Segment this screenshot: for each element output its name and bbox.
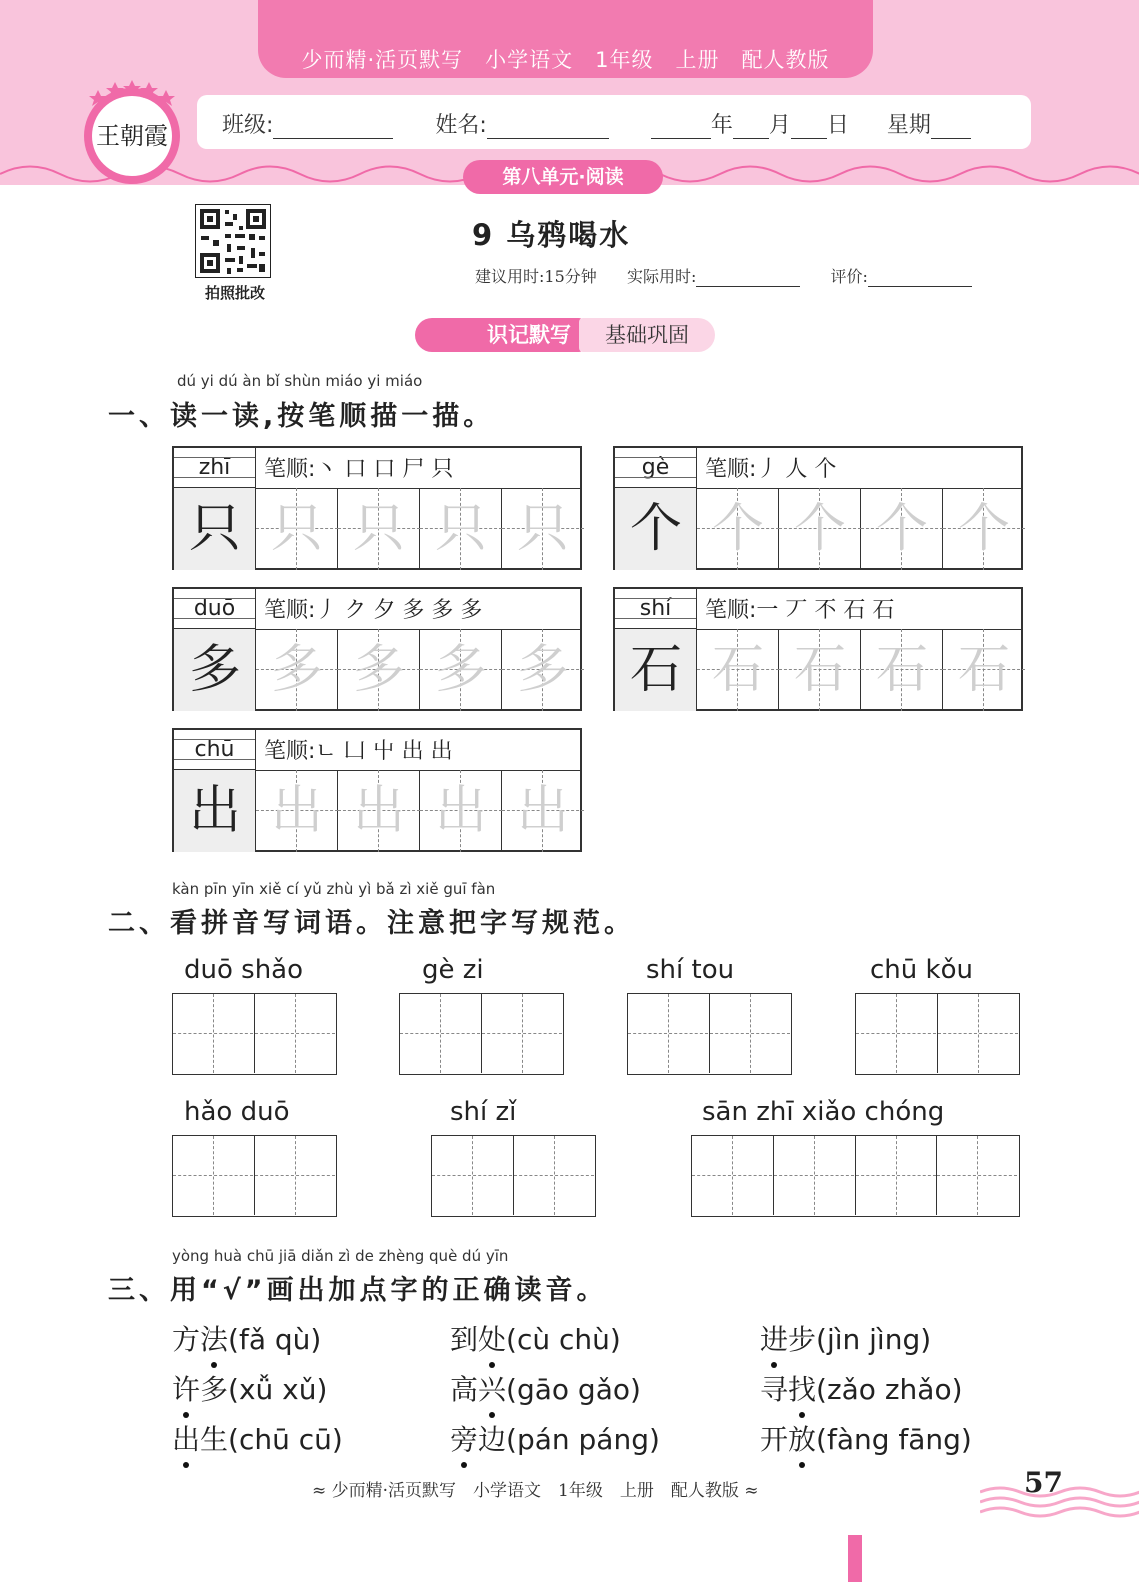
stroke-practice-box — [613, 587, 1023, 711]
month-field[interactable] — [733, 116, 769, 139]
writing-cell[interactable] — [432, 1136, 514, 1215]
evaluation-field[interactable] — [868, 268, 972, 287]
evaluation-label: 评价: — [830, 267, 868, 286]
writing-cell[interactable] — [710, 994, 792, 1073]
trace-cell[interactable]: 出 — [502, 770, 584, 852]
char-pinyin: gè — [615, 448, 697, 488]
section-label-a: 识记默写 — [415, 318, 583, 352]
writing-grid[interactable] — [399, 993, 564, 1075]
char-pinyin: zhī — [174, 448, 256, 488]
year-label: 年 — [710, 113, 733, 138]
page-number: 57 — [1024, 1466, 1063, 1499]
trace-cell[interactable]: 个 — [697, 488, 779, 570]
trace-cell[interactable]: 个 — [861, 488, 943, 570]
writing-cell[interactable] — [692, 1136, 774, 1215]
char-pinyin: shí — [615, 589, 697, 629]
stroke-order: 笔顺:丶 口 口 尸 只 — [264, 457, 454, 482]
word-pinyin: shí tou — [646, 955, 735, 985]
dotted-char: 旁 — [450, 1418, 478, 1458]
dotted-char: 许 — [172, 1368, 200, 1408]
dotted-char: 处 — [478, 1318, 506, 1358]
char-pinyin: duō — [174, 589, 256, 629]
writing-cell[interactable] — [482, 994, 564, 1073]
writing-cell[interactable] — [514, 1136, 596, 1215]
stroke-order: 笔顺:丿 人 个 — [705, 457, 837, 482]
model-char-cell: 多 — [174, 629, 256, 711]
student-info-row — [222, 108, 971, 139]
q3-pinyin: yòng huà chū jiā diǎn zì de zhèng què dú yīn — [172, 1247, 509, 1265]
word-pinyin: shí zǐ — [450, 1097, 517, 1127]
trace-cell[interactable]: 只 — [502, 488, 584, 570]
stroke-order: 笔顺:丿 ク 夕 多 多 多 — [264, 598, 483, 623]
trace-cell[interactable]: 出 — [256, 770, 338, 852]
dotted-char: 法 — [200, 1318, 228, 1358]
writing-grid[interactable] — [431, 1135, 596, 1217]
word-pinyin: gè zi — [422, 955, 484, 985]
brand-logo — [78, 80, 186, 188]
writing-grid[interactable] — [691, 1135, 1020, 1217]
actual-time-field[interactable] — [696, 268, 800, 287]
name-label: 姓名: — [435, 113, 487, 138]
lesson-title: 9 乌鸦喝水 — [472, 218, 631, 252]
series-title: 少而精·活页默写 小学语文 1年级 上册 配人教版 — [301, 48, 830, 72]
footer-text: ≈ 少而精·活页默写 小学语文 1年级 上册 配人教版 ≈ — [312, 1481, 759, 1501]
writing-cell[interactable] — [255, 1136, 337, 1215]
day-label: 日 — [826, 113, 849, 138]
page-edge-marker — [848, 1535, 862, 1582]
trace-cell[interactable]: 多 — [420, 629, 502, 711]
trace-cell[interactable]: 石 — [697, 629, 779, 711]
trace-cell[interactable]: 多 — [256, 629, 338, 711]
reading-option[interactable]: 寻找(zǎo zhǎo) — [760, 1368, 963, 1408]
stroke-practice-box — [172, 446, 582, 570]
trace-cell[interactable]: 石 — [943, 629, 1025, 711]
trace-cell[interactable]: 石 — [861, 629, 943, 711]
svg-text:王朝霞: 王朝霞 — [96, 122, 168, 150]
word-pinyin: sān zhī xiǎo chóng — [702, 1097, 945, 1127]
stroke-practice-box — [172, 587, 582, 711]
stroke-practice-box — [172, 728, 582, 852]
dotted-char: 找 — [788, 1368, 816, 1408]
section-pill — [415, 318, 715, 352]
weekday-label: 星期 — [886, 113, 931, 138]
dotted-char: 进 — [760, 1318, 788, 1358]
year-field[interactable] — [651, 116, 711, 139]
writing-cell[interactable] — [173, 1136, 255, 1215]
qr-label: 拍照批改 — [204, 284, 265, 302]
stroke-order: 笔顺:ㄴ 凵 屮 出 出 — [264, 739, 453, 764]
writing-grid[interactable] — [172, 993, 337, 1075]
time-row — [475, 264, 972, 287]
section-label-b: 基础巩固 — [579, 318, 715, 352]
writing-cell[interactable] — [938, 994, 1020, 1073]
q2-pinyin: kàn pīn yīn xiě cí yǔ zhù yì bǎ zì xiě guī fàn — [172, 880, 496, 898]
reading-option[interactable]: 进步(jìn jìng) — [760, 1318, 931, 1358]
q3-title: 三、用“√”画出加点字的正确读音。 — [108, 1275, 608, 1306]
word-pinyin: hǎo duō — [184, 1097, 290, 1127]
weekday-field[interactable] — [931, 116, 971, 139]
trace-cell[interactable]: 石 — [779, 629, 861, 711]
trace-cell[interactable]: 只 — [420, 488, 502, 570]
dotted-char: 放 — [788, 1418, 816, 1458]
q2-title: 二、看拼音写词语。注意把字写规范。 — [108, 908, 635, 939]
writing-cell[interactable] — [255, 994, 337, 1073]
model-char-cell: 只 — [174, 488, 256, 570]
reading-option[interactable]: 出生(chū cū) — [172, 1418, 343, 1458]
class-field[interactable] — [273, 116, 393, 139]
q1-title: 一、读一读,按笔顺描一描。 — [108, 401, 495, 432]
stroke-practice-box — [613, 446, 1023, 570]
reading-option[interactable]: 到处(cù chù) — [450, 1318, 621, 1358]
writing-cell[interactable] — [856, 994, 938, 1073]
day-field[interactable] — [791, 116, 827, 139]
suggested-time: 建议用时:15分钟 — [475, 267, 597, 286]
q1-pinyin: dú yi dú àn bǐ shùn miáo yi miáo — [177, 372, 423, 390]
month-label: 月 — [768, 113, 791, 138]
trace-cell[interactable]: 只 — [256, 488, 338, 570]
model-char-cell: 石 — [615, 629, 697, 711]
name-field[interactable] — [487, 116, 609, 139]
reading-option[interactable]: 高兴(gāo gǎo) — [450, 1368, 641, 1408]
trace-cell[interactable]: 多 — [502, 629, 584, 711]
word-pinyin: chū kǒu — [870, 955, 973, 985]
writing-cell[interactable] — [937, 1136, 1019, 1215]
qr-code-icon[interactable] — [195, 204, 271, 278]
writing-cell[interactable] — [400, 994, 482, 1073]
trace-cell[interactable]: 个 — [943, 488, 1025, 570]
writing-cell[interactable] — [856, 1136, 938, 1215]
char-pinyin: chū — [174, 730, 256, 770]
writing-cell[interactable] — [173, 994, 255, 1073]
trace-cell[interactable]: 出 — [420, 770, 502, 852]
word-pinyin: duō shǎo — [184, 955, 304, 985]
writing-cell[interactable] — [628, 994, 710, 1073]
unit-label: 第八单元·阅读 — [463, 160, 663, 194]
reading-option[interactable]: 开放(fàng fāng) — [760, 1418, 972, 1458]
writing-grid[interactable] — [172, 1135, 337, 1217]
actual-time-label: 实际用时: — [626, 267, 697, 286]
reading-option[interactable]: 旁边(pán páng) — [450, 1418, 660, 1458]
writing-grid[interactable] — [627, 993, 792, 1075]
model-char-cell: 出 — [174, 770, 256, 852]
stroke-order: 笔顺:一 丆 不 石 石 — [705, 598, 895, 623]
writing-grid[interactable] — [855, 993, 1020, 1075]
reading-option[interactable]: 许多(xǚ xǔ) — [172, 1368, 327, 1408]
trace-cell[interactable]: 多 — [338, 629, 420, 711]
model-char-cell: 个 — [615, 488, 697, 570]
trace-cell[interactable]: 个 — [779, 488, 861, 570]
dotted-char: 出 — [172, 1418, 200, 1458]
dotted-char: 兴 — [478, 1368, 506, 1408]
trace-cell[interactable]: 只 — [338, 488, 420, 570]
class-label: 班级: — [222, 113, 274, 138]
reading-option[interactable]: 方法(fǎ qù) — [172, 1318, 321, 1358]
writing-cell[interactable] — [774, 1136, 856, 1215]
trace-cell[interactable]: 出 — [338, 770, 420, 852]
